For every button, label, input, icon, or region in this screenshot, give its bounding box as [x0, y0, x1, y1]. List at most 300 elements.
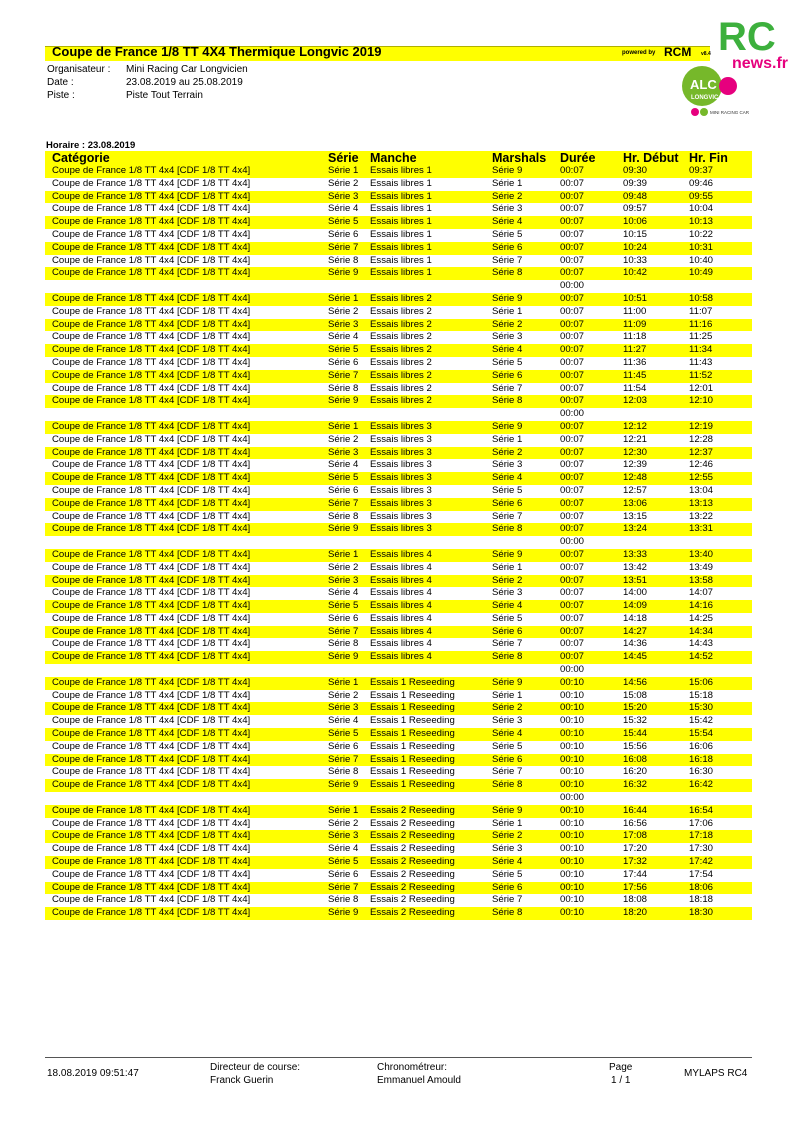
- cell-manche: Essais 2 Reseeding: [370, 843, 455, 855]
- cell-serie: Série 6: [328, 356, 359, 368]
- table-row: [45, 869, 752, 882]
- cell-marshals: Série 3: [492, 587, 523, 599]
- cell-fin: 13:49: [689, 561, 714, 573]
- page-title: Coupe de France 1/8 TT 4X4 Thermique Longvic 2019: [52, 44, 382, 59]
- cell-categorie: Coupe de France 1/8 TT 4x4 [CDF 1/8 TT 4x4]: [52, 651, 251, 663]
- table-row: [45, 587, 752, 600]
- table-row: [45, 600, 752, 613]
- cell-fin: 13:22: [689, 510, 714, 522]
- powered-by-label: powered by: [622, 50, 656, 56]
- table-row: [45, 728, 752, 741]
- cell-duree: 00:07: [560, 625, 585, 637]
- cell-categorie: Coupe de France 1/8 TT 4x4 [CDF 1/8 TT 4x4]: [52, 830, 251, 842]
- cell-debut: 15:44: [623, 728, 648, 740]
- cell-marshals: Série 4: [492, 216, 523, 228]
- cell-duree: 00:07: [560, 574, 585, 586]
- table-row: [45, 485, 752, 498]
- table-row: [45, 293, 752, 306]
- table-row: [45, 882, 752, 895]
- cell-manche: Essais libres 2: [370, 369, 432, 381]
- table-row: [45, 856, 752, 869]
- cell-debut: 17:08: [623, 830, 648, 842]
- alc-longvic-logo: [680, 62, 760, 120]
- separator-row: [45, 536, 752, 549]
- cell-fin: 11:25: [689, 331, 713, 343]
- table-row: [45, 677, 752, 690]
- cell-manche: Essais libres 3: [370, 433, 432, 445]
- schedule-table: [45, 151, 752, 920]
- cell-manche: Essais libres 2: [370, 318, 432, 330]
- cell-manche: Essais libres 4: [370, 548, 432, 560]
- cell-marshals: Série 6: [492, 881, 523, 893]
- cell-marshals: Série 5: [492, 484, 523, 496]
- cell-serie: Série 9: [328, 779, 359, 791]
- cell-categorie: Coupe de France 1/8 TT 4x4 [CDF 1/8 TT 4x4]: [52, 804, 251, 816]
- cell-marshals: Série 7: [492, 382, 523, 394]
- cell-categorie: Coupe de France 1/8 TT 4x4 [CDF 1/8 TT 4x4]: [52, 382, 251, 394]
- version-label: v8.4: [701, 51, 711, 57]
- cell-duree: 00:07: [560, 612, 585, 624]
- cell-duree: 00:07: [560, 203, 585, 215]
- cell-marshals: Série 6: [492, 753, 523, 765]
- cell-categorie: Coupe de France 1/8 TT 4x4 [CDF 1/8 TT 4x4]: [52, 600, 251, 612]
- table-row: [45, 421, 752, 434]
- cell-debut: 13:33: [623, 548, 648, 560]
- cell-manche: Essais libres 1: [370, 177, 432, 189]
- cell-categorie: Coupe de France 1/8 TT 4x4 [CDF 1/8 TT 4x4]: [52, 484, 251, 496]
- cell-serie: Série 9: [328, 651, 359, 663]
- cell-fin: 09:55: [689, 190, 714, 202]
- cell-categorie: Coupe de France 1/8 TT 4x4 [CDF 1/8 TT 4x4]: [52, 510, 251, 522]
- table-row: [45, 178, 752, 191]
- cell-duree: 00:10: [560, 689, 585, 701]
- cell-debut: 10:42: [623, 267, 648, 279]
- cell-debut: 13:15: [623, 510, 648, 522]
- table-row: [45, 818, 752, 831]
- cell-serie: Série 6: [328, 228, 359, 240]
- cell-debut: 16:44: [623, 804, 648, 816]
- organisateur-value: Mini Racing Car Longvicien: [126, 64, 248, 75]
- cell-categorie: Coupe de France 1/8 TT 4x4 [CDF 1/8 TT 4x4]: [52, 740, 251, 752]
- cell-manche: Essais 1 Reseeding: [370, 715, 455, 727]
- cell-marshals: Série 7: [492, 638, 523, 650]
- cell-duree: 00:10: [560, 856, 585, 868]
- cell-duree: 00:10: [560, 894, 585, 906]
- cell-duree: 00:10: [560, 907, 585, 919]
- cell-serie: Série 7: [328, 625, 359, 637]
- cell-categorie: Coupe de France 1/8 TT 4x4 [CDF 1/8 TT 4x4]: [52, 190, 251, 202]
- cell-fin: 14:52: [689, 651, 714, 663]
- cell-manche: Essais libres 4: [370, 561, 432, 573]
- cell-categorie: Coupe de France 1/8 TT 4x4 [CDF 1/8 TT 4x4]: [52, 779, 251, 791]
- cell-manche: Essais libres 3: [370, 446, 432, 458]
- table-row: [45, 741, 752, 754]
- cell-duree: 00:07: [560, 267, 585, 279]
- cell-serie: Série 8: [328, 766, 359, 778]
- cell-duree: 00:07: [560, 523, 585, 535]
- cell-marshals: Série 3: [492, 843, 523, 855]
- cell-fin: 10:31: [689, 241, 714, 253]
- cell-manche: Essais libres 2: [370, 292, 432, 304]
- directeur-label: Directeur de course:: [210, 1062, 301, 1073]
- separator-row: [45, 792, 752, 805]
- table-row: [45, 434, 752, 447]
- cell-marshals: Série 4: [492, 728, 523, 740]
- cell-debut: 15:32: [623, 715, 648, 727]
- cell-serie: Série 1: [328, 165, 359, 176]
- svg-text:RC: RC: [718, 15, 776, 59]
- cell-debut: 11:18: [623, 331, 647, 343]
- cell-manche: Essais libres 4: [370, 651, 432, 663]
- cell-debut: 12:21: [623, 433, 648, 445]
- cell-duree: 00:10: [560, 843, 585, 855]
- cell-serie: Série 5: [328, 344, 359, 356]
- table-row: [45, 203, 752, 216]
- cell-debut: 14:00: [623, 587, 648, 599]
- cell-debut: 10:06: [623, 216, 648, 228]
- cell-debut: 13:51: [623, 574, 648, 586]
- cell-debut: 12:12: [623, 420, 648, 432]
- cell-serie: Série 3: [328, 702, 359, 714]
- brand-label: RCM: [664, 45, 692, 59]
- cell-serie: Série 8: [328, 638, 359, 650]
- cell-fin: 15:54: [689, 728, 714, 740]
- cell-fin: 18:06: [689, 881, 714, 893]
- cell-debut: 13:42: [623, 561, 648, 573]
- cell-duree: 00:07: [560, 497, 585, 509]
- cell-marshals: Série 8: [492, 651, 523, 663]
- cell-manche: Essais 1 Reseeding: [370, 753, 455, 765]
- cell-serie: Série 6: [328, 612, 359, 624]
- cell-duree: 00:10: [560, 753, 585, 765]
- cell-marshals: Série 2: [492, 446, 523, 458]
- cell-serie: Série 7: [328, 369, 359, 381]
- footer-divider: [45, 1057, 752, 1058]
- cell-duree: 00:10: [560, 715, 585, 727]
- cell-categorie: Coupe de France 1/8 TT 4x4 [CDF 1/8 TT 4x4]: [52, 292, 251, 304]
- cell-categorie: Coupe de France 1/8 TT 4x4 [CDF 1/8 TT 4x4]: [52, 177, 251, 189]
- cell-marshals: Série 5: [492, 740, 523, 752]
- table-row: [45, 165, 752, 178]
- cell-duree: 00:07: [560, 548, 585, 560]
- cell-serie: Série 3: [328, 318, 359, 330]
- piste-label: Piste :: [47, 90, 75, 101]
- cell-manche: Essais libres 2: [370, 395, 432, 407]
- cell-duree: 00:10: [560, 830, 585, 842]
- cell-fin: 15:30: [689, 702, 714, 714]
- cell-categorie: Coupe de France 1/8 TT 4x4 [CDF 1/8 TT 4x4]: [52, 689, 251, 701]
- cell-manche: Essais libres 3: [370, 459, 432, 471]
- table-row: [45, 613, 752, 626]
- cell-fin: 12:01: [689, 382, 714, 394]
- table-row: [45, 702, 752, 715]
- cell-categorie: Coupe de France 1/8 TT 4x4 [CDF 1/8 TT 4x4]: [52, 548, 251, 560]
- cell-categorie: Coupe de France 1/8 TT 4x4 [CDF 1/8 TT 4x4]: [52, 561, 251, 573]
- cell-serie: Série 5: [328, 856, 359, 868]
- cell-manche: Essais 1 Reseeding: [370, 766, 455, 778]
- cell-marshals: Série 3: [492, 331, 523, 343]
- separator-row: [45, 408, 752, 421]
- cell-fin: 14:25: [689, 612, 714, 624]
- cell-manche: Essais libres 1: [370, 254, 432, 266]
- cell-categorie: Coupe de France 1/8 TT 4x4 [CDF 1/8 TT 4x4]: [52, 587, 251, 599]
- table-row: [45, 830, 752, 843]
- cell-serie: Série 8: [328, 894, 359, 906]
- cell-manche: Essais libres 4: [370, 638, 432, 650]
- table-row: [45, 511, 752, 524]
- cell-debut: 12:48: [623, 472, 648, 484]
- cell-categorie: Coupe de France 1/8 TT 4x4 [CDF 1/8 TT 4x4]: [52, 625, 251, 637]
- cell-duree: 00:07: [560, 651, 585, 663]
- cell-manche: Essais libres 2: [370, 305, 432, 317]
- col-header-duree: Durée: [560, 151, 596, 165]
- cell-manche: Essais libres 3: [370, 420, 432, 432]
- page-value: 1 / 1: [611, 1075, 631, 1086]
- table-row: [45, 894, 752, 907]
- cell-serie: Série 4: [328, 715, 359, 727]
- table-row: [45, 626, 752, 639]
- cell-categorie: Coupe de France 1/8 TT 4x4 [CDF 1/8 TT 4x4]: [52, 369, 251, 381]
- table-row: [45, 242, 752, 255]
- cell-fin: 12:28: [689, 433, 714, 445]
- cell-manche: Essais 2 Reseeding: [370, 868, 455, 880]
- cell-categorie: Coupe de France 1/8 TT 4x4 [CDF 1/8 TT 4x4]: [52, 766, 251, 778]
- cell-categorie: Coupe de France 1/8 TT 4x4 [CDF 1/8 TT 4x4]: [52, 868, 251, 880]
- cell-fin: 18:30: [689, 907, 714, 919]
- cell-duree: 00:07: [560, 216, 585, 228]
- cell-debut: 15:08: [623, 689, 648, 701]
- cell-manche: Essais 1 Reseeding: [370, 702, 455, 714]
- cell-debut: 13:06: [623, 497, 648, 509]
- cell-manche: Essais 1 Reseeding: [370, 676, 455, 688]
- table-row: [45, 651, 752, 664]
- cell-debut: 11:36: [623, 356, 647, 368]
- table-row: [45, 498, 752, 511]
- cell-marshals: Série 9: [492, 292, 523, 304]
- cell-categorie: Coupe de France 1/8 TT 4x4 [CDF 1/8 TT 4x4]: [52, 753, 251, 765]
- cell-duree: 00:07: [560, 420, 585, 432]
- table-row: [45, 331, 752, 344]
- cell-duree: 00:07: [560, 561, 585, 573]
- cell-categorie: Coupe de France 1/8 TT 4x4 [CDF 1/8 TT 4x4]: [52, 715, 251, 727]
- cell-marshals: Série 9: [492, 165, 523, 176]
- cell-debut: 11:54: [623, 382, 647, 394]
- cell-marshals: Série 7: [492, 894, 523, 906]
- cell-fin: 09:46: [689, 177, 714, 189]
- cell-serie: Série 2: [328, 433, 359, 445]
- table-row: [45, 216, 752, 229]
- cell-duree: 00:10: [560, 804, 585, 816]
- cell-duree: 00:00: [560, 536, 585, 548]
- cell-manche: Essais 1 Reseeding: [370, 689, 455, 701]
- cell-manche: Essais libres 1: [370, 165, 432, 176]
- cell-serie: Série 6: [328, 484, 359, 496]
- table-row: [45, 344, 752, 357]
- cell-manche: Essais libres 2: [370, 382, 432, 394]
- cell-serie: Série 1: [328, 292, 359, 304]
- cell-debut: 09:39: [623, 177, 648, 189]
- cell-categorie: Coupe de France 1/8 TT 4x4 [CDF 1/8 TT 4x4]: [52, 612, 251, 624]
- cell-debut: 09:30: [623, 165, 648, 176]
- cell-categorie: Coupe de France 1/8 TT 4x4 [CDF 1/8 TT 4x4]: [52, 894, 251, 906]
- cell-manche: Essais libres 4: [370, 574, 432, 586]
- cell-fin: 13:40: [689, 548, 714, 560]
- cell-debut: 09:48: [623, 190, 648, 202]
- cell-categorie: Coupe de France 1/8 TT 4x4 [CDF 1/8 TT 4x4]: [52, 523, 251, 535]
- svg-text:news.fr: news.fr: [732, 55, 789, 72]
- table-row: [45, 766, 752, 779]
- cell-marshals: Série 9: [492, 548, 523, 560]
- table-row: [45, 779, 752, 792]
- directeur-value: Franck Guerin: [210, 1075, 274, 1086]
- table-row: [45, 754, 752, 767]
- cell-manche: Essais libres 4: [370, 612, 432, 624]
- cell-duree: 00:10: [560, 728, 585, 740]
- cell-marshals: Série 2: [492, 190, 523, 202]
- cell-manche: Essais libres 2: [370, 344, 432, 356]
- cell-duree: 00:07: [560, 395, 585, 407]
- cell-categorie: Coupe de France 1/8 TT 4x4 [CDF 1/8 TT 4x4]: [52, 331, 251, 343]
- cell-categorie: Coupe de France 1/8 TT 4x4 [CDF 1/8 TT 4x4]: [52, 728, 251, 740]
- cell-marshals: Série 8: [492, 523, 523, 535]
- cell-serie: Série 3: [328, 446, 359, 458]
- cell-marshals: Série 8: [492, 907, 523, 919]
- cell-serie: Série 5: [328, 472, 359, 484]
- date-label: Date :: [47, 77, 74, 88]
- cell-fin: 10:04: [689, 203, 714, 215]
- cell-manche: Essais libres 1: [370, 216, 432, 228]
- cell-marshals: Série 2: [492, 574, 523, 586]
- cell-marshals: Série 6: [492, 497, 523, 509]
- cell-duree: 00:10: [560, 779, 585, 791]
- cell-manche: Essais 1 Reseeding: [370, 740, 455, 752]
- cell-duree: 00:10: [560, 868, 585, 880]
- cell-categorie: Coupe de France 1/8 TT 4x4 [CDF 1/8 TT 4x4]: [52, 165, 251, 176]
- cell-fin: 12:55: [689, 472, 714, 484]
- cell-duree: 00:07: [560, 600, 585, 612]
- cell-debut: 10:51: [623, 292, 648, 304]
- cell-marshals: Série 6: [492, 241, 523, 253]
- cell-serie: Série 1: [328, 420, 359, 432]
- cell-fin: 16:06: [689, 740, 714, 752]
- table-row: [45, 805, 752, 818]
- cell-marshals: Série 1: [492, 433, 523, 445]
- cell-debut: 18:20: [623, 907, 648, 919]
- cell-marshals: Série 3: [492, 203, 523, 215]
- cell-manche: Essais libres 4: [370, 600, 432, 612]
- cell-marshals: Série 5: [492, 228, 523, 240]
- cell-duree: 00:00: [560, 408, 585, 420]
- cell-manche: Essais libres 3: [370, 484, 432, 496]
- cell-debut: 16:56: [623, 817, 648, 829]
- cell-categorie: Coupe de France 1/8 TT 4x4 [CDF 1/8 TT 4x4]: [52, 318, 251, 330]
- cell-fin: 11:16: [689, 318, 713, 330]
- cell-debut: 11:00: [623, 305, 647, 317]
- cell-serie: Série 4: [328, 587, 359, 599]
- cell-duree: 00:07: [560, 228, 585, 240]
- cell-debut: 17:20: [623, 843, 648, 855]
- cell-categorie: Coupe de France 1/8 TT 4x4 [CDF 1/8 TT 4x4]: [52, 881, 251, 893]
- svg-text:LONGVIC: LONGVIC: [691, 95, 719, 101]
- piste-value: Piste Tout Terrain: [126, 90, 203, 101]
- cell-manche: Essais libres 4: [370, 587, 432, 599]
- cell-serie: Série 3: [328, 830, 359, 842]
- cell-serie: Série 7: [328, 753, 359, 765]
- organisateur-label: Organisateur :: [47, 64, 111, 75]
- cell-debut: 15:20: [623, 702, 648, 714]
- col-header-fin: Hr. Fin: [689, 151, 728, 165]
- chrono-value: Emmanuel Amould: [377, 1075, 461, 1086]
- table-row: [45, 319, 752, 332]
- cell-debut: 16:32: [623, 779, 648, 791]
- cell-marshals: Série 8: [492, 267, 523, 279]
- cell-fin: 17:18: [689, 830, 714, 842]
- cell-manche: Essais libres 2: [370, 331, 432, 343]
- col-header-marshals: Marshals: [492, 151, 547, 165]
- cell-categorie: Coupe de France 1/8 TT 4x4 [CDF 1/8 TT 4x4]: [52, 267, 251, 279]
- cell-fin: 16:30: [689, 766, 714, 778]
- cell-serie: Série 5: [328, 600, 359, 612]
- table-row: [45, 715, 752, 728]
- cell-serie: Série 3: [328, 574, 359, 586]
- cell-debut: 12:39: [623, 459, 648, 471]
- cell-serie: Série 5: [328, 728, 359, 740]
- cell-duree: 00:10: [560, 817, 585, 829]
- cell-manche: Essais 2 Reseeding: [370, 856, 455, 868]
- cell-categorie: Coupe de France 1/8 TT 4x4 [CDF 1/8 TT 4x4]: [52, 574, 251, 586]
- cell-duree: 00:10: [560, 676, 585, 688]
- cell-manche: Essais 2 Reseeding: [370, 817, 455, 829]
- cell-fin: 12:46: [689, 459, 714, 471]
- cell-debut: 18:08: [623, 894, 648, 906]
- cell-marshals: Série 7: [492, 510, 523, 522]
- cell-serie: Série 2: [328, 817, 359, 829]
- cell-fin: 14:16: [689, 600, 714, 612]
- cell-categorie: Coupe de France 1/8 TT 4x4 [CDF 1/8 TT 4x4]: [52, 420, 251, 432]
- cell-serie: Série 2: [328, 689, 359, 701]
- cell-fin: 14:34: [689, 625, 714, 637]
- table-row: [45, 370, 752, 383]
- table-row: [45, 562, 752, 575]
- cell-duree: 00:07: [560, 318, 585, 330]
- cell-marshals: Série 6: [492, 625, 523, 637]
- cell-categorie: Coupe de France 1/8 TT 4x4 [CDF 1/8 TT 4x4]: [52, 817, 251, 829]
- cell-serie: Série 2: [328, 305, 359, 317]
- table-row: [45, 229, 752, 242]
- cell-serie: Série 4: [328, 203, 359, 215]
- cell-duree: 00:07: [560, 510, 585, 522]
- cell-categorie: Coupe de France 1/8 TT 4x4 [CDF 1/8 TT 4x4]: [52, 254, 251, 266]
- cell-marshals: Série 5: [492, 868, 523, 880]
- cell-manche: Essais 1 Reseeding: [370, 779, 455, 791]
- table-row: [45, 267, 752, 280]
- cell-fin: 16:54: [689, 804, 714, 816]
- cell-serie: Série 4: [328, 331, 359, 343]
- cell-manche: Essais 2 Reseeding: [370, 830, 455, 842]
- cell-duree: 00:07: [560, 369, 585, 381]
- cell-marshals: Série 1: [492, 561, 523, 573]
- table-row: [45, 383, 752, 396]
- cell-manche: Essais 2 Reseeding: [370, 894, 455, 906]
- footer-timestamp: 18.08.2019 09:51:47: [47, 1068, 139, 1079]
- cell-debut: 14:27: [623, 625, 648, 637]
- cell-marshals: Série 4: [492, 344, 523, 356]
- cell-fin: 17:30: [689, 843, 714, 855]
- cell-duree: 00:07: [560, 484, 585, 496]
- cell-fin: 13:31: [689, 523, 714, 535]
- cell-marshals: Série 1: [492, 689, 523, 701]
- cell-debut: 17:56: [623, 881, 648, 893]
